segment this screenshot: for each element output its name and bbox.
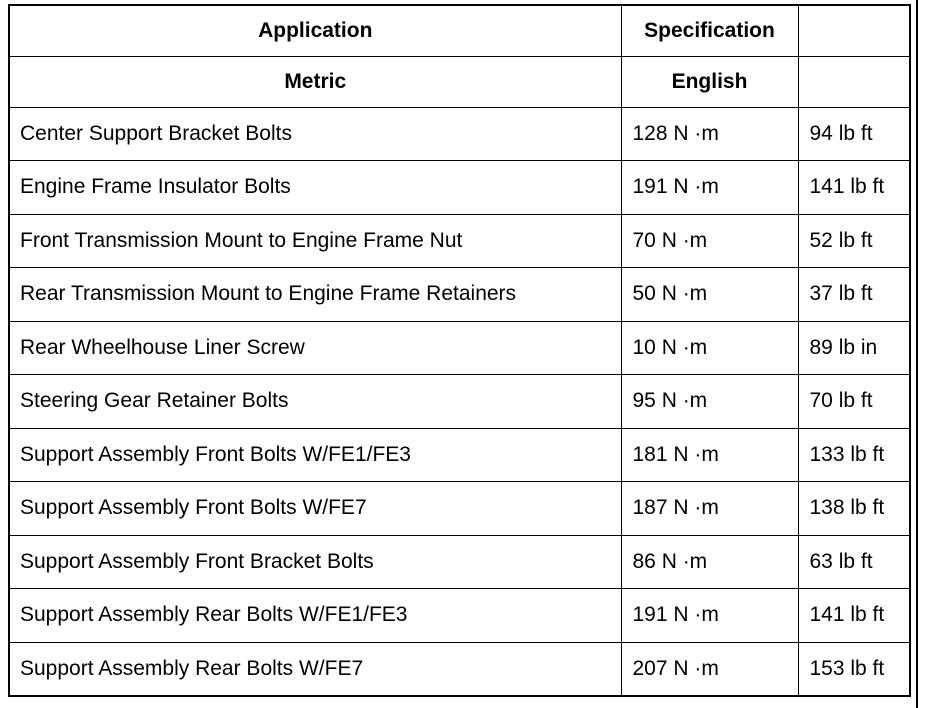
subheader-row [9,56,910,107]
cell-metric: 70 N ·m [621,214,798,268]
cell-application: Rear Wheelhouse Liner Screw [9,321,621,375]
subheader-blank [798,56,910,107]
table-row [9,589,910,643]
cell-application: Center Support Bracket Bolts [9,107,621,161]
header-application: Application [9,5,621,56]
table-row [9,268,910,322]
page-right-rule [916,0,918,708]
cell-english: 52 lb ft [798,214,910,268]
table-row [9,214,910,268]
cell-english: 63 lb ft [798,535,910,589]
cell-metric: 86 N ·m [621,535,798,589]
cell-metric: 95 N ·m [621,375,798,429]
cell-metric: 181 N ·m [621,428,798,482]
cell-metric: 207 N ·m [621,642,798,696]
cell-application: Front Transmission Mount to Engine Frame Nut [9,214,621,268]
fastener-spec-table [8,4,911,697]
cell-application: Support Assembly Front Bolts W/FE7 [9,482,621,536]
subheader-metric: Metric [9,56,621,107]
cell-metric: 191 N ·m [621,589,798,643]
cell-metric: 128 N ·m [621,107,798,161]
cell-english: 153 lb ft [798,642,910,696]
cell-metric: 191 N ·m [621,161,798,215]
cell-metric: 50 N ·m [621,268,798,322]
table-row [9,482,910,536]
table-row [9,107,910,161]
table-row [9,375,910,429]
cell-english: 141 lb ft [798,589,910,643]
cell-application: Support Assembly Front Bolts W/FE1/FE3 [9,428,621,482]
header-specification: Specification [621,5,798,56]
cell-english: 141 lb ft [798,161,910,215]
cell-english: 89 lb in [798,321,910,375]
header-row [9,5,910,56]
cell-application: Rear Transmission Mount to Engine Frame Retainers [9,268,621,322]
cell-english: 94 lb ft [798,107,910,161]
subheader-english: English [621,56,798,107]
table-row [9,428,910,482]
cell-english: 70 lb ft [798,375,910,429]
cell-application: Engine Frame Insulator Bolts [9,161,621,215]
cell-english: 133 lb ft [798,428,910,482]
table-row [9,642,910,696]
cell-english: 138 lb ft [798,482,910,536]
cell-english: 37 lb ft [798,268,910,322]
table-row [9,321,910,375]
cell-application: Support Assembly Front Bracket Bolts [9,535,621,589]
cell-application: Support Assembly Rear Bolts W/FE7 [9,642,621,696]
table-row [9,161,910,215]
cell-metric: 187 N ·m [621,482,798,536]
cell-metric: 10 N ·m [621,321,798,375]
table-row [9,535,910,589]
cell-application: Steering Gear Retainer Bolts [9,375,621,429]
cell-application: Support Assembly Rear Bolts W/FE1/FE3 [9,589,621,643]
header-blank [798,5,910,56]
